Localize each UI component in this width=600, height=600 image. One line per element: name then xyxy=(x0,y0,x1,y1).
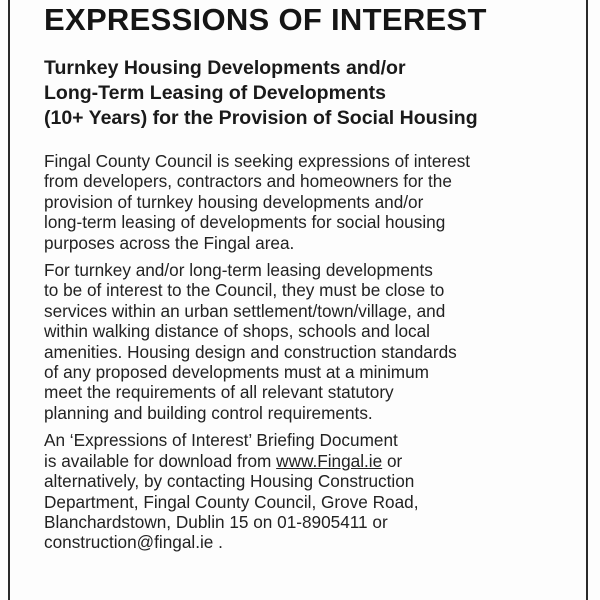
paragraph-line: provision of turnkey housing developments and/or xyxy=(44,191,424,212)
paragraph-line: amenities. Housing design and construction standards xyxy=(44,341,457,362)
paragraph-line: purposes across the Fingal area. xyxy=(44,232,295,253)
paragraph-line: An ‘Expressions of Interest’ Briefing Document xyxy=(44,430,398,451)
paragraph-line: from developers, contractors and homeowners for the xyxy=(44,171,452,192)
subtitle-line: Long-Term Leasing of Developments xyxy=(44,82,387,104)
paragraph-line: services within an urban settlement/town/village, and xyxy=(44,300,446,321)
contact-email: construction@fingal.ie . xyxy=(44,532,223,553)
website-link[interactable]: www.Fingal.ie xyxy=(276,450,383,471)
paragraph-line: long-term leasing of developments for social housing xyxy=(44,212,446,233)
paragraph-contact xyxy=(44,430,564,552)
paragraph-line: Blanchardstown, Dublin 15 on 01-8905411 or xyxy=(44,511,388,532)
subtitle-line: (10+ Years) for the Provision of Social Housing xyxy=(44,107,478,129)
paragraph-line: alternatively, by contacting Housing Construction xyxy=(44,471,415,492)
paragraph-line xyxy=(44,451,564,471)
or-text: or xyxy=(382,450,403,471)
paragraph-requirements xyxy=(44,260,564,423)
paragraph-line: Fingal County Council is seeking expressions of interest xyxy=(44,151,471,171)
subtitle-line: Turnkey Housing Developments and/or xyxy=(44,57,406,79)
paragraph-line: of any proposed developments must at a minimum xyxy=(44,362,429,383)
headline: EXPRESSIONS OF INTEREST xyxy=(44,2,487,37)
paragraph-line: meet the requirements of all relevant statutory xyxy=(44,382,394,403)
paragraph-line: within walking distance of shops, schools and local xyxy=(44,321,430,342)
notice-body xyxy=(44,151,564,560)
subtitle xyxy=(44,56,478,131)
paragraph-line: planning and building control requirements. xyxy=(44,402,373,423)
paragraph-line: to be of interest to the Council, they must be close to xyxy=(44,280,445,301)
paragraph-line: Department, Fingal County Council, Grove Road, xyxy=(44,491,419,512)
paragraph-intro xyxy=(44,151,564,253)
download-text: is available for download from xyxy=(44,450,277,471)
paragraph-line: For turnkey and/or long-term leasing developments xyxy=(44,260,433,281)
